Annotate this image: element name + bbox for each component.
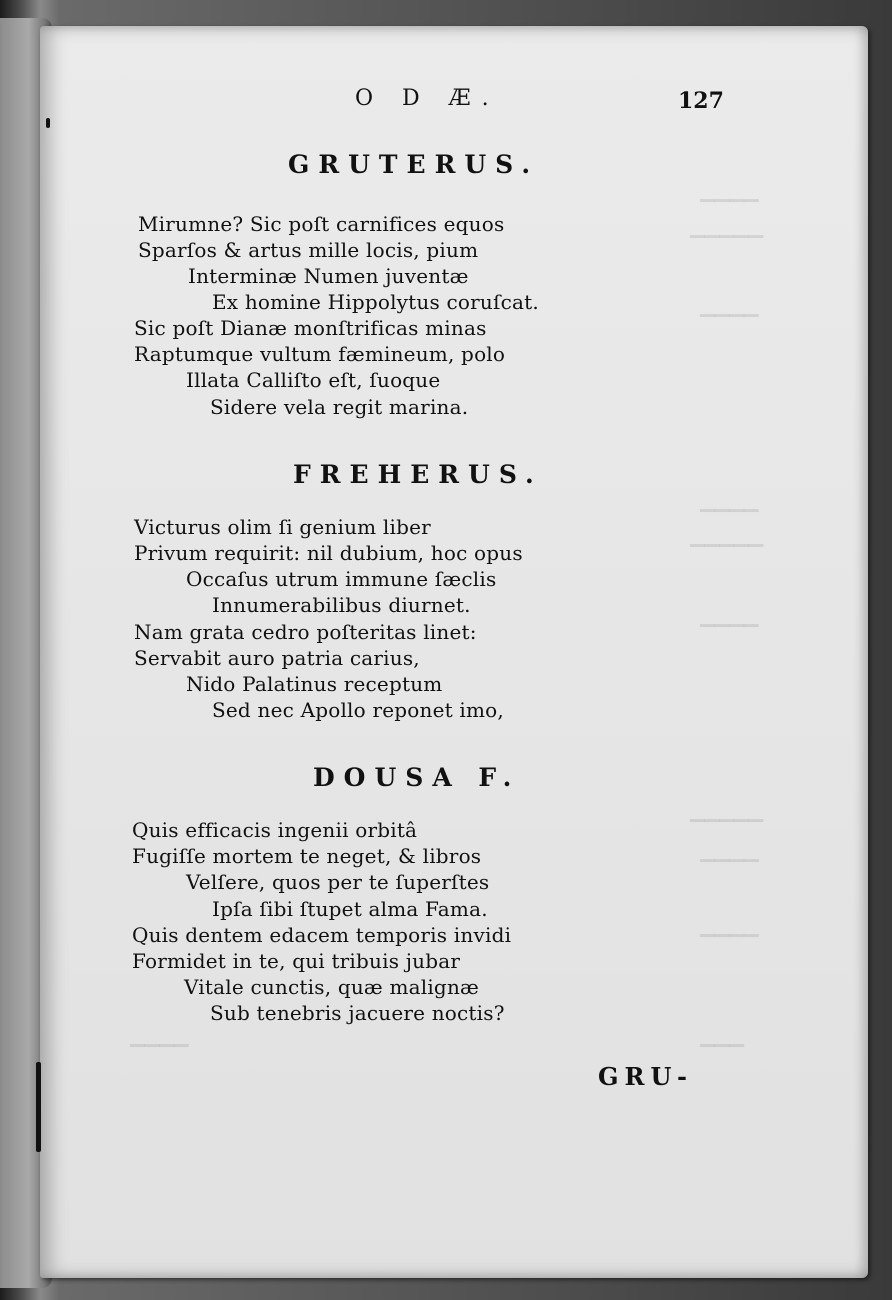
ink-speck — [46, 118, 50, 128]
verse-line: Interminæ Numen juventæ — [188, 264, 469, 288]
section-heading-freherus: FREHERUS. — [293, 460, 543, 489]
running-head: O D Æ. — [355, 86, 500, 111]
verse-line: Vitale cunctis, quæ malignæ — [184, 975, 480, 999]
verse-line: Sub tenebris jacuere noctis? — [210, 1001, 505, 1025]
verse-line: Ipſa ſibi ſtupet alma Fama. — [212, 897, 488, 921]
section-heading-gruterus: GRUTERUS. — [288, 150, 540, 179]
catchword: GRU- — [598, 1062, 693, 1091]
verse-line: Quis dentem edacem temporis invidi — [132, 923, 512, 947]
verse-line: Formidet in te, qui tribuis jubar — [132, 949, 461, 973]
verse-line: Occaſus utrum immune ſæclis — [186, 567, 497, 591]
verse-line: Sic poſt Dianæ monſtrificas minas — [134, 316, 487, 340]
verse-line: Innumerabilibus diurnet. — [212, 593, 471, 617]
verse-line: Illata Calliſto eſt, ſuoque — [186, 368, 441, 392]
verse-line: Sidere vela regit marina. — [210, 395, 469, 419]
verse-line: Quis efficacis ingenii orbitâ — [132, 818, 418, 842]
verse-line: Raptumque vultum fæmineum, polo — [134, 342, 506, 366]
verse-line: Servabit auro patria carius, — [134, 646, 420, 670]
verse-line: Nam grata cedro poſteritas linet: — [134, 620, 477, 644]
verse-line: Privum requirit: nil dubium, hoc opus — [134, 541, 523, 565]
verse-line: Nido Palatinus receptum — [186, 672, 443, 696]
verse-line: Sparſos & artus mille locis, pium — [138, 238, 479, 262]
section-heading-dousa: DOUSA F. — [313, 763, 521, 792]
verse-line: Sed nec Apollo reponet imo, — [212, 698, 504, 722]
verse-line: Velſere, quos per te ſuperſtes — [186, 870, 490, 894]
binding-shadow-mark — [36, 1062, 41, 1152]
verse-line: Mirumne? Sic poſt carnifices equos — [138, 212, 505, 236]
verse-line: Ex homine Hippolytus coruſcat. — [212, 290, 539, 314]
verse-line: Fugiſſe mortem te neget, & libros — [132, 844, 482, 868]
page-number: 127 — [678, 88, 724, 114]
verse-line: Victurus olim ſi genium liber — [134, 515, 431, 539]
